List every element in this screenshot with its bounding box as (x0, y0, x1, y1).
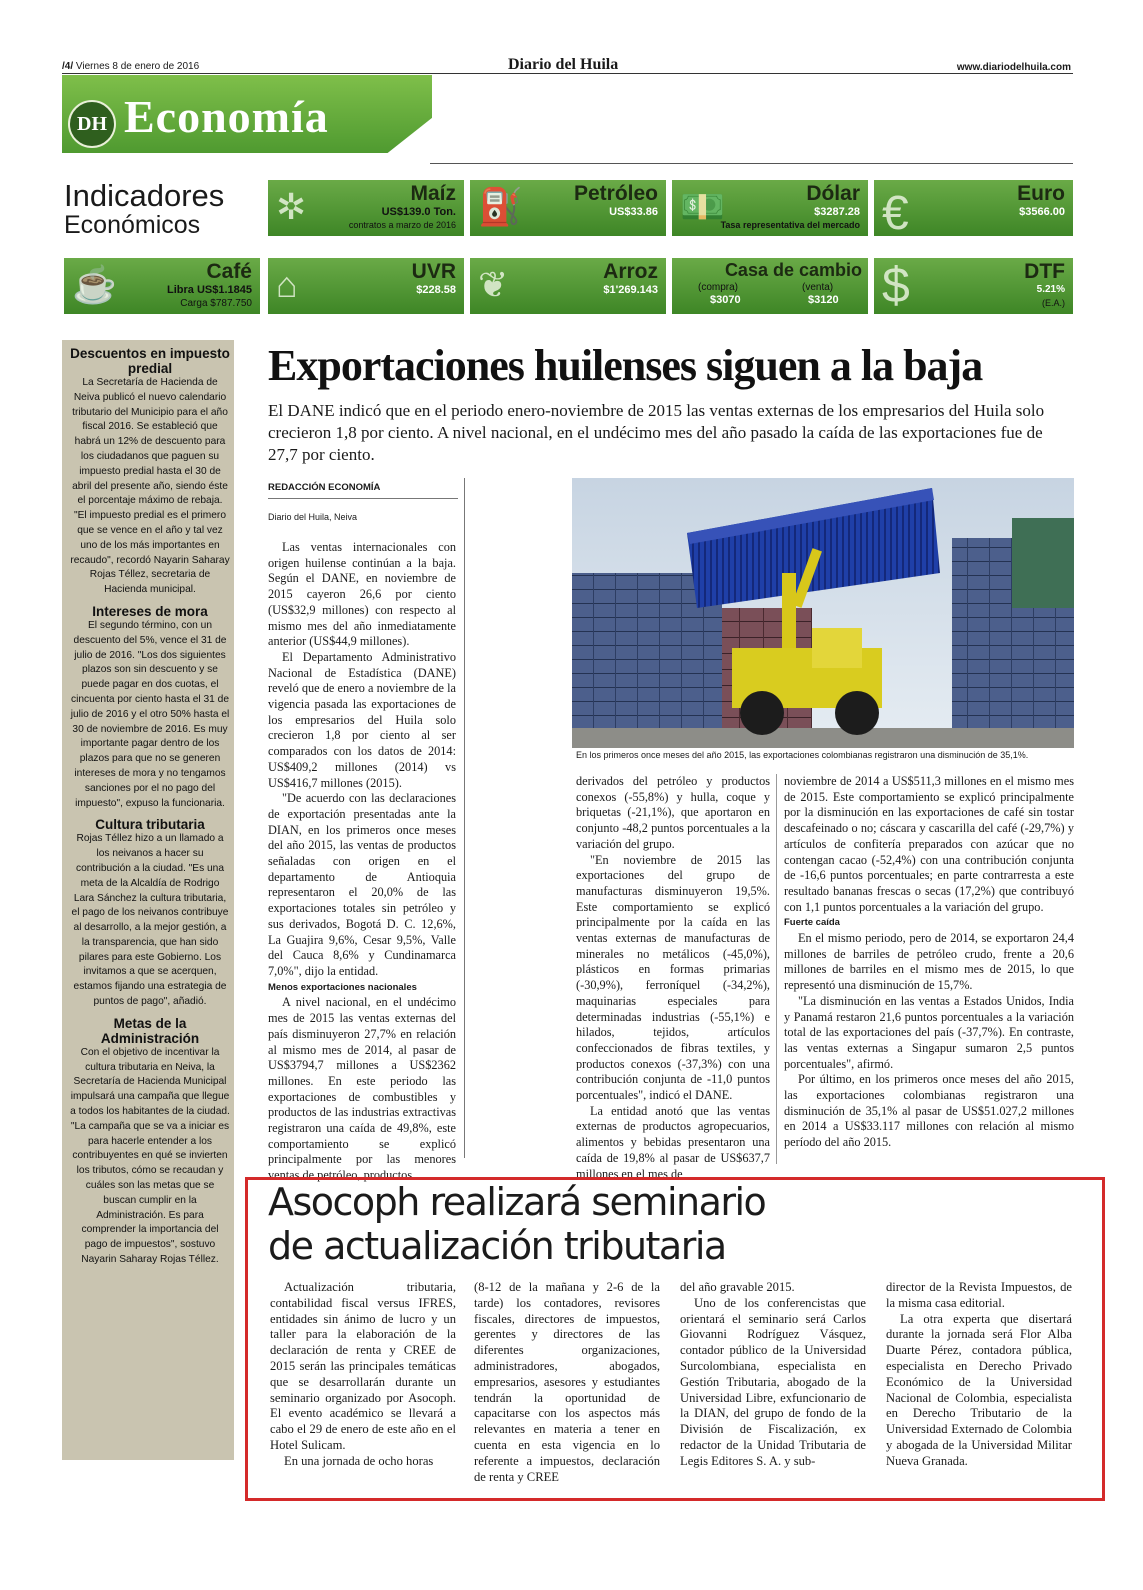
houses-icon: ⌂ (276, 264, 298, 305)
paragraph: Uno de los conferencistas que orientará el seminario será Carlos Giovanni Rodríguez Vásquez, contador público de la Universidad Surcolombiana, especialista en Gestión Tributaria, abogado de la Universidad Libre, exfuncionario de la DIAN, del grupo de fondo de la División de Fiscalización, ex redactor de la Unidad Tributaria de Legis Editores S. A. y sub- (680, 1295, 866, 1468)
oil-derrick-icon: ⛽ (478, 186, 523, 227)
indicator-value: US$139.0 Ton. (381, 206, 456, 218)
box-column-4 (886, 1280, 1072, 1470)
newspaper-name: Diario del Huila (508, 56, 619, 73)
indicator-casa-cambio (672, 258, 868, 314)
indicator-maiz (268, 180, 464, 236)
subheading: Menos exportaciones nacionales (268, 981, 417, 993)
venta-value: $3120 (808, 294, 839, 306)
paragraph: Actualización tributaria, contabilidad fiscal versus IFRES, entidades sin ánimo de lucro y un taller para la elaboración de la declaración de renta y CREE de 2015 serán las principales temáticas que se desarrollarán durante un seminario organizado por Asocoph. El evento académico se llevará a cabo el 29 de enero de este año en el Hotel Sulicam. (270, 1280, 456, 1452)
indicator-value: $3566.00 (1019, 206, 1065, 218)
paragraph: En una jornada de ocho horas (284, 1453, 434, 1468)
paragraph: La otra experta que disertará durante la jornada será Flor Alba Duarte Pérez, contadora pública, especialista en Derecho Privado Económico de la Universidad Nacional de Colombia, especialista en Derecho Tributario de la Universidad Externado de Colombia y abogada de la Universidad Militar Nueva Granada. (886, 1311, 1072, 1468)
indicator-note: Carga $787.750 (180, 298, 252, 309)
paragraph: "En noviembre de 2015 las exportaciones del grupo de manufacturas disminuyeron 19,5%. Este comportamiento se explicó principalmente por la caída en las ventas externas de manufacturas de minerales no metálicos (-45,0%), plásticos en formas primarias (-30,9%), ferroníquel (-34,2%), maquinarias especiales para determinadas industrias (-55,1%) e hilados, tejidos, artículos confeccionados de fibras textiles, y productos conexos (-37,3%) con una contribución conjunta de -11,0 puntos porcentuales", indicó el DANE. (576, 852, 770, 1103)
indicator-uvr (268, 258, 464, 314)
paragraph: A nivel nacional, en el undécimo mes de 2015 las ventas externas del país disminuyeron 27,7% en relación al mismo mes de 2014, al pasar de US$3794,7 millones a US$2362 millones. En este periodo las exportaciones de combustibles y productos de las industrias extractivas registraron una caída de 49,8%, este comportamiento se explicó principalmente por las menores ventas de petróleo, productos (268, 995, 456, 1183)
paragraph: Las ventas internacionales con origen huilense continúan a la baja. Según el DANE, en noviembre de 2015 cayeron 26,6 por ciento (US$32,9 millones) con respecto al mismo mes del año inmediatamente anterior (US$44,9 millones). (268, 540, 456, 649)
sidebar-text: Con el objetivo de incentivar la cultura tributaria en Neiva, la Secretaría de Hacienda Municipal impulsará una campaña que llegue a todos los habitantes de la ciudad. "La campaña que se va a iniciar es para hacerle entender a los contribuyentes en qué se invierten los tributos, cómo se recaudan y cuáles son las metas que se buscan cumplir en la Administración. Es para comprender la importancia del pago de impuestos", sostuvo Nayarin Saharay Rojas Téllez. (70, 1046, 230, 1266)
box-column-3 (680, 1280, 866, 1470)
indicator-value: 5.21% (1036, 284, 1065, 295)
sidebar-heading: Cultura tributaria (95, 817, 205, 833)
coffee-cup-icon: ☕ (72, 264, 117, 305)
indicator-arroz (470, 258, 666, 314)
page-date: Viernes 8 de enero de 2016 (75, 61, 200, 72)
compra-value: $3070 (710, 294, 741, 306)
indicator-name: DTF (1024, 260, 1065, 283)
indicators-title-line2: Económicos (64, 211, 201, 239)
headline-line: de actualización tributaria (268, 1224, 726, 1268)
indicator-name: Café (206, 260, 252, 283)
paragraph: En el mismo periodo, pero de 2014, se exportaron 24,4 millones de barriles de petróleo crudo, frente a 20,6 millones de barriles en el mismo mes de 2015, lo que representó una disminución de 15,7%. (784, 931, 1074, 993)
article-headline: Exportaciones huilenses siguen a la baja (268, 341, 983, 390)
indicator-cafe (64, 258, 260, 314)
indicator-name: Maíz (410, 182, 456, 205)
byline: REDACCIÓN ECONOMÍA (268, 482, 381, 493)
corn-icon: ✲ (276, 186, 307, 227)
dh-logo: DH (68, 100, 116, 148)
indicator-value: $3287.28 (814, 206, 860, 218)
indicator-name: Dólar (806, 182, 860, 205)
article-lead: El DANE indicó que en el periodo enero-noviembre de 2015 las ventas externas de los empresarios del Huila solo crecieron 1,8 por ciento. A nivel nacional, en el undécimo mes del año pasado la caída de las exportaciones fue de 27,7 por ciento. (268, 401, 1045, 464)
indicator-note: Tasa representativa del mercado (720, 220, 860, 230)
compra-label: (compra) (698, 282, 739, 293)
rice-plant-icon: ❦ (478, 264, 509, 305)
paragraph: (8-12 de la mañana y 2-6 de la tarde) los contadores, revisores fiscales, directores de impuestos, gerentes y directores de las diferentes organizaciones, administradores, abogados, empresarios, asesores y estudiantes tendrán la oportunidad de capacitarse con los aspectos más relevantes en materia a tener en cuenta en esta vigencia en lo referente a impuestos, declaración de renta y CREE (474, 1280, 660, 1484)
column-divider (776, 774, 777, 1164)
indicator-value: $228.58 (416, 284, 456, 296)
euro-icon: € (882, 187, 909, 236)
sidebar-text: El segundo término, con un descuento del 5%, vence el 31 de julio de 2016. "Los dos siguientes plazos son sin descuento y se puede pagar en dos cuotas, el cincuenta por ciento hasta el 31 de julio de 2016 y el otro 50% hasta el 30 de noviembre de 2016. Es muy importante pagar dentro de los plazos para que no se generen intereses de mora y no tengamos sanciones por el no pago del impuesto", expuso la funcionaria. (70, 619, 230, 809)
sidebar-text: Rojas Téllez hizo a un llamado a los neivanos a hacer su contribución a la ciudad. "Es una meta de la Alcaldía de Rodrigo Lara Sánchez la cultura tributaria, el pago de los neivanos contribuye al desarrollo, a la mejor gestión, a la transparencia, que han sido pilares para este Gobierno. Los invitamos a que se acerquen, estamos fijando una estrategia de puntos de pago", añadió. (71, 833, 229, 1008)
indicator-name: Petróleo (573, 182, 658, 205)
column-divider (464, 478, 465, 1158)
banknote-icon: 💵 (680, 186, 725, 227)
sidebar-heading: Metas de la Administración (100, 1015, 200, 1046)
box-column-2 (474, 1280, 660, 1485)
box-column-1 (270, 1280, 456, 1470)
article-column-2 (576, 774, 770, 1182)
paragraph: derivados del petróleo y productos conexos (-55,8%) y hulla, coque y briquetas (-21,1%), que aportaron en conjunto -48,2 puntos porcentuales a la variación del grupo. (576, 774, 770, 851)
paragraph: "De acuerdo con las declaraciones de exportación presentadas ante la DIAN, en los primeros once meses del año 2015, las ventas de productos señaladas con origen en el departamento de Antioquia representaron el 20,0% de las exportaciones totales sin petróleo y sus derivados, Bogotá D. C. 12,6%, La Guajira 9,6%, Cesar 9,5%, Valle del Cauca 8,6% y Cundinamarca 7,0%", dijo la entidad. (268, 791, 456, 978)
indicator-dolar (672, 180, 868, 236)
indicator-note: (E.A.) (1041, 298, 1065, 308)
sidebar-text: La Secretaría de Hacienda de Neiva publicó el nuevo calendario tributario del Municipio para el año fiscal 2016. Se estableció que habrá un 12% de descuento para los ciudadanos que paguen su impuesto predial hasta el 30 de abril del presente año, siendo éste el porcentaje máximo de rebaja. "El impuesto predial es el primero que se vence en el año y tal vez uno de los más importantes en recaudo", recordó Nayarin Saharay Rojas Téllez, secretaria de Hacienda municipal. (70, 377, 230, 596)
indicator-value: Libra US$1.1845 (167, 284, 252, 296)
indicator-euro (874, 180, 1073, 236)
paragraph: "La disminución en las ventas a Estados Unidos, India y Panamá restaron 21,6 puntos porcentuales a la variación total de las exportaciones del país (-37,7%). En contraste, las ventas externas a Singapur sumaron 2,5 puntos porcentuales", afirmó. (784, 993, 1074, 1071)
venta-label: (venta) (802, 282, 834, 293)
indicator-petroleo (470, 180, 666, 236)
subheading: Fuerte caída (784, 917, 840, 929)
paragraph: director de la Revista Impuestos, de la misma casa editorial. (886, 1280, 1072, 1310)
indicators-title-line1: Indicadores (64, 178, 225, 213)
indicator-name: Arroz (603, 260, 658, 283)
indicator-name: UVR (411, 260, 456, 283)
indicator-dtf (874, 258, 1073, 314)
indicator-name: Euro (1017, 182, 1065, 205)
dateline: Diario del Huila, Neiva (268, 512, 358, 522)
headline-line: Asocoph realizará seminario (268, 1180, 766, 1224)
paragraph: El Departamento Administrativo Nacional de Estadística (DANE) reveló que de enero a noviembre de la vigencia pasada las exportaciones de los empresarios del Huila solo crecieron 1,8 por ciento al ser comparados con los datos de 2014: US$409,2 millones (2014) vs US$416,7 millones (2015). (268, 649, 456, 790)
sidebar-predial (62, 340, 234, 1460)
article-column-1 (268, 540, 456, 1184)
indicators-title (64, 180, 224, 239)
indicator-name: Casa de cambio (724, 260, 862, 280)
boxed-article-headline (268, 1180, 765, 1268)
paragraph: noviembre de 2014 a US$511,3 millones en el mismo mes de 2015. Este comportamiento se explicó principalmente por la disminución en las exportaciones de café sin tostar descafeinado o no; cáscara y cascarilla del café (-29,7%) y artículos de confitería preparados con azúcar que no contengan cacao (-52,4%) con una contribución conjunta de -16,6 puntos porcentuales; en parte contrarresta a este resultado bananas frescas o secas (17,2%) que contribuyó con 1,1 puntos porcentuales a la variación del grupo. (784, 774, 1074, 914)
sidebar-heading: Intereses de mora (92, 603, 208, 619)
section-title: Economía (124, 91, 329, 142)
dollar-arrow-icon: $ (882, 258, 910, 313)
site-url: www.diariodelhuila.com (956, 62, 1071, 73)
photo-caption: En los primeros once meses del año 2015, las exportaciones colombianas registraron una disminución de 35,1%. (576, 750, 1029, 760)
indicator-note: contratos a marzo de 2016 (348, 220, 456, 230)
sidebar-heading: Descuentos en impuesto predial (70, 346, 230, 376)
container-port-photo (572, 478, 1074, 748)
article-photo (572, 478, 1074, 748)
paragraph: Por último, en los primeros once meses del año 2015, las exportaciones colombianas registraron una disminución de 35,1% al pasar de US$51.027,2 millones en 2014 a US$33.117 millones con relación al mismo período del año 2015. (784, 1072, 1074, 1150)
paragraph: del año gravable 2015. (680, 1280, 795, 1294)
indicator-value: $1'269.143 (603, 284, 658, 296)
page-number: /4/ (62, 61, 74, 72)
page-header (62, 61, 199, 72)
paragraph: La entidad anotó que las ventas externas de productos agropecuarios, alimentos y bebidas presentaron una caída de 19,8% al pasar de US$637,7 millones en el mes de (576, 1103, 770, 1181)
article-column-3 (784, 774, 1074, 1151)
indicator-value: US$33.86 (609, 206, 658, 218)
